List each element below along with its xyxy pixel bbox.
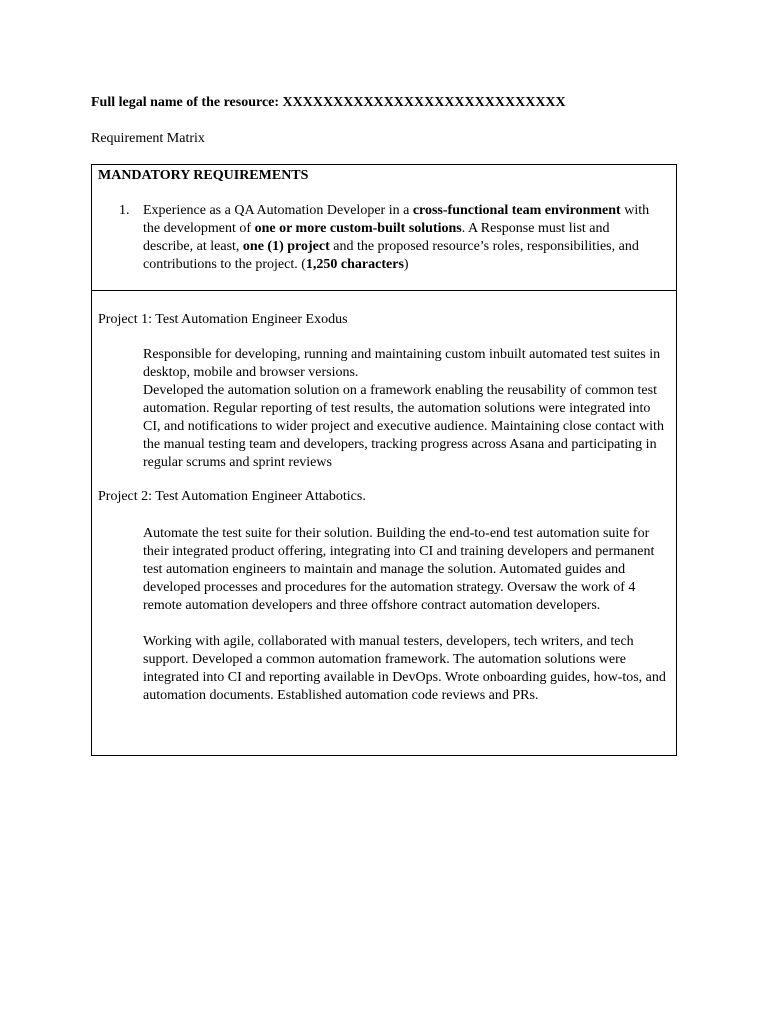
matrix-title: Requirement Matrix <box>91 131 205 146</box>
response-cell <box>92 291 676 755</box>
project-1-body <box>143 346 671 472</box>
req-text-bold: one or more custom-built solutions <box>254 221 462 236</box>
req-text-part: . A Response must list and describe, at least, <box>143 221 610 254</box>
project-1-paragraph-1: Responsible for developing, running and maintaining custom inbuilt automated test suites in desktop, mobile and browser versions. <box>143 347 661 380</box>
requirement-matrix-table <box>91 164 677 756</box>
project-2-heading: Project 2: Test Automation Engineer Attabotics. <box>98 489 366 504</box>
mandatory-requirements-heading: MANDATORY REQUIREMENTS <box>98 168 309 183</box>
req-text-part: ) <box>403 257 409 272</box>
project-1-heading: Project 1: Test Automation Engineer Exodus <box>98 312 348 327</box>
requirement-text <box>143 202 663 274</box>
requirement-number: 1. <box>119 203 130 218</box>
project-1-paragraph-2: Developed the automation solution on a framework enabling the reusability of common test automation. Regular reporting of test results, the automation solutions were integrated into CI, and notifications to wider project and executive audience. Maintaining close contact with the manual testing team and developers, tracking progress across Asana and participating in regular scrums and sprint reviews <box>143 383 664 470</box>
req-text-part: and the proposed resource’s roles, responsibilities, and contributions to the project. ( <box>143 239 639 272</box>
req-text-bold: cross-functional team environment <box>412 203 621 218</box>
req-text-bold: 1,250 characters <box>305 257 404 272</box>
project-2-paragraph-1: Automate the test suite for their solution. Building the end-to-end test automation suite for their integrated product offering, integrating into CI and training developers and permanent test automation engineers to maintain and manage the solution. Automated guides and developed processes and procedures for the automation strategy. Oversaw the work of 4 remote automation developers and three offshore contract automation developers. <box>143 526 655 613</box>
mandatory-requirements-cell <box>92 165 676 291</box>
legal-name-line: Full legal name of the resource: XXXXXXXXXXXXXXXXXXXXXXXXXXXX <box>91 95 566 110</box>
req-text-part: Experience as a QA Automation Developer in a <box>143 203 413 218</box>
req-text-part: with the development of <box>143 203 650 236</box>
project-2-body <box>143 525 671 705</box>
project-2-paragraph-2: Working with agile, collaborated with manual testers, developers, tech writers, and tech support. Developed a common automation framework. The automation solutions were integrated into CI and reporting available in DevOps. Wrote onboarding guides, how-tos, and automation documents. Established automation code reviews and PRs. <box>143 634 666 703</box>
req-text-bold: one (1) project <box>242 239 330 254</box>
